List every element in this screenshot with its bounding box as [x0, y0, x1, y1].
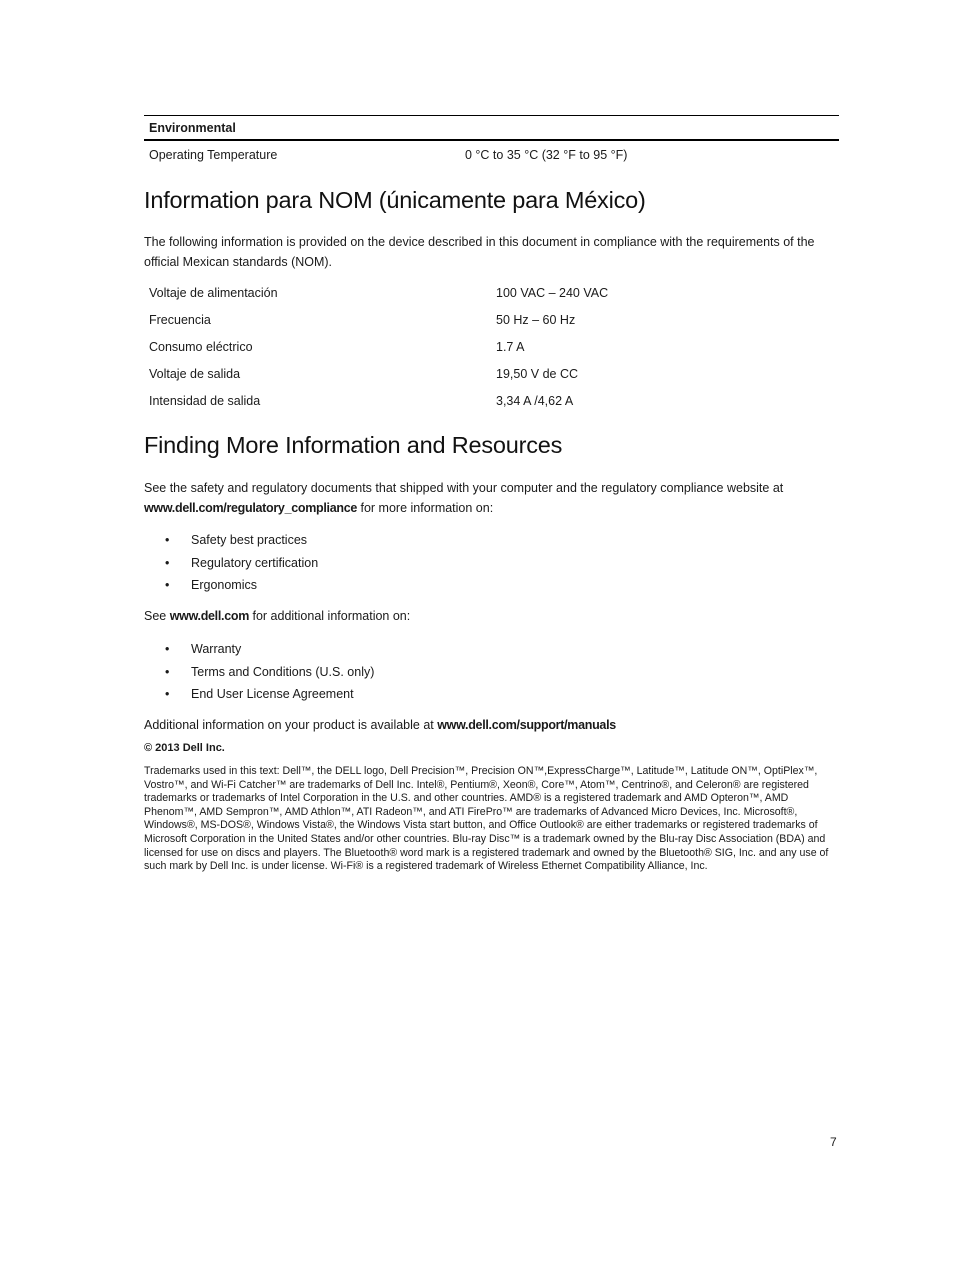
table-cell-value: 50 Hz – 60 Hz: [496, 313, 576, 328]
resources-intro-paragraph: [144, 479, 839, 518]
list-item: [144, 552, 318, 575]
additional-info-paragraph: [144, 716, 839, 736]
page-number: 7: [830, 1135, 837, 1149]
dell-website-link[interactable]: www.dell.com: [169, 609, 250, 623]
list-item-label: Terms and Conditions (U.S. only): [191, 664, 375, 679]
list-item-label: Ergonomics: [191, 578, 257, 593]
table-cell-value: 1.7 A: [496, 339, 525, 354]
support-manuals-link[interactable]: www.dell.com/support/manuals: [437, 718, 616, 732]
bullet-icon: •: [165, 642, 170, 656]
table-row: [144, 360, 839, 387]
list-item: [144, 574, 318, 597]
bullet-icon: •: [165, 664, 170, 679]
bullet-icon: •: [165, 555, 170, 570]
regulatory-topics-list: [144, 529, 318, 597]
table-header: Environmental: [144, 116, 839, 141]
table-cell-value: 0 °C to 35 °C (32 °F to 95 °F): [465, 148, 628, 162]
section-title-nom: Information para NOM (únicamente para México): [144, 187, 646, 213]
table-cell-value: 100 VAC – 240 VAC: [496, 286, 609, 301]
table-cell-label: Consumo eléctrico: [149, 339, 253, 354]
table-cell-value: 3,34 A /4,62 A: [496, 393, 574, 408]
nom-intro-paragraph: The following information is provided on the device described in this document in compliance with the requirements of the official Mexican standards (NOM).: [144, 235, 815, 269]
copyright-notice: © 2013 Dell Inc.: [144, 742, 225, 754]
nom-table: [144, 280, 839, 414]
list-item-label: Safety best practices: [191, 533, 308, 547]
environmental-table: [144, 115, 839, 169]
list-item: [144, 683, 374, 706]
list-item: [144, 661, 374, 684]
table-cell-label: Voltaje de alimentación: [149, 286, 278, 301]
table-cell-value: 19,50 V de CC: [496, 366, 578, 381]
table-cell-label: Operating Temperature: [149, 148, 278, 162]
trademarks-paragraph: Trademarks used in this text: Dell™, the DELL logo, Dell Precision™, Precision ON™,ExpressCharge™, Latitude™, Latitude ON™, OptiPlex™, Vostro™, and Wi-Fi Catcher™ are trademarks of Dell Inc. Intel®, Pentium®, Xeon®, Core™, Atom™, Centrino®, and Celeron® are registered trademarks or trademarks of Intel Corporation in the U.S. and other countries. AMD® is a registered trademark and AMD Opteron™, AMD Phenom™, AMD Sempron™, AMD Athlon™, ATI Radeon™, and ATI FirePro™ are trademarks of Advanced Micro Devices, Inc. Microsoft®, Windows®, MS-DOS®, Windows Vista®, the Windows Vista start button, and Office Outlook® are either trademarks or registered trademarks of Microsoft Corporation in the United States and/or other countries. Blu-ray Disc™ is a trademark owned by the Blu-ray Disc Association (BDA) and licensed for use on discs and players. The Bluetooth® word mark is a registered trademark and owned by the Bluetooth® SIG, Inc. and any use of such mark by Dell Inc. is under license. Wi-Fi® is a registered trademark of Wireless Ethernet Compatibility Alliance, Inc.: [144, 765, 829, 873]
intro-text-prefix: See the safety and regulatory documents that shipped with your computer and the regulatory compliance website at: [144, 481, 784, 495]
list-item: [144, 529, 318, 552]
additional-text-prefix: Additional information on your product is available at: [144, 718, 438, 732]
table-cell-label: Frecuencia: [149, 313, 211, 328]
see-dell-paragraph: [144, 607, 839, 627]
list-item-label: End User License Agreement: [191, 687, 354, 702]
list-item: [144, 638, 374, 661]
additional-topics-list: [144, 638, 374, 706]
section-title-resources: Finding More Information and Resources: [144, 432, 563, 458]
table-row: [144, 387, 839, 414]
bullet-icon: •: [165, 533, 170, 547]
see-text-prefix: See: [144, 609, 170, 623]
list-item-label: Regulatory certification: [191, 555, 319, 570]
list-item-label: Warranty: [191, 642, 242, 656]
see-text-suffix: for additional information on:: [249, 609, 411, 623]
table-row: [144, 307, 839, 334]
bullet-icon: •: [165, 687, 170, 702]
table-row: [144, 280, 839, 307]
table-cell-label: Voltaje de salida: [149, 366, 241, 381]
intro-text-suffix: for more information on:: [357, 500, 494, 515]
table-row: [144, 334, 839, 361]
bullet-icon: •: [165, 578, 170, 593]
table-row: [144, 141, 839, 169]
regulatory-compliance-link[interactable]: www.dell.com/regulatory_compliance: [144, 500, 358, 515]
table-cell-label: Intensidad de salida: [149, 393, 261, 408]
